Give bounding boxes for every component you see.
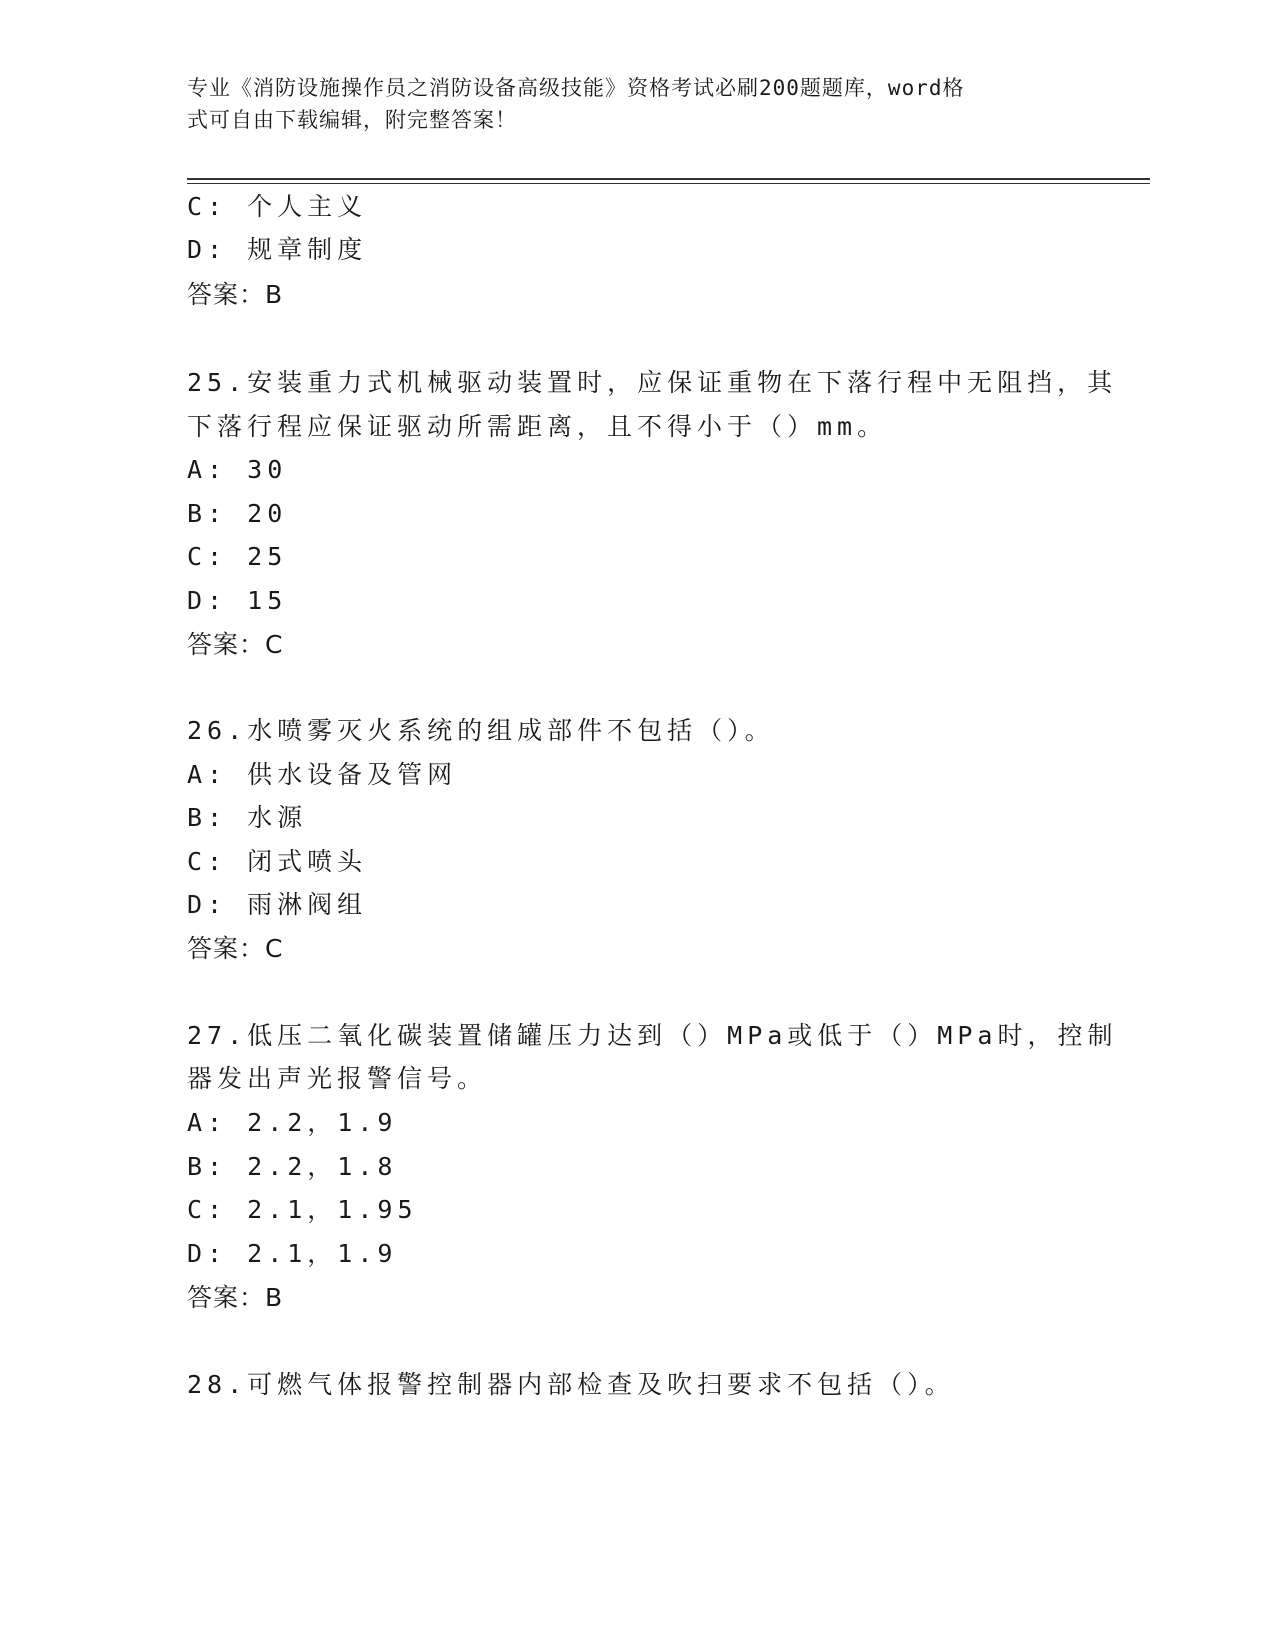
question-28-stem-line-1: 28.可燃气体报警控制器内部检查及吹扫要求不包括（）。 [187,1370,955,1399]
prev-answer: 答案：B [187,280,284,309]
question-27-option-a: A: 2.2，1.9 [187,1108,398,1137]
question-27-answer: 答案：B [187,1283,284,1312]
question-26-stem-line-1: 26.水喷雾灭火系统的组成部件不包括（）。 [187,716,775,745]
question-26-option-a: A: 供水设备及管网 [187,760,458,789]
question-26-answer: 答案：C [187,934,284,963]
header-rule-thick [187,178,1150,180]
question-25-option-d: D: 15 [187,586,288,615]
question-25-option-b: B: 20 [187,499,288,528]
question-27-option-c: C: 2.1，1.95 [187,1195,418,1224]
header-line-2: 式可自由下载编辑，附完整答案！ [187,108,517,132]
question-26-option-c: C: 闭式喷头 [187,847,368,876]
question-25-answer: 答案：C [187,630,284,659]
prev-option-c: C: 个人主义 [187,192,368,221]
question-26-option-d: D: 雨淋阀组 [187,890,368,919]
question-25-stem-line-1: 25.安装重力式机械驱动装置时，应保证重物在下落行程中无阻挡，其 [187,368,1118,397]
question-27-stem-line-1: 27.低压二氧化碳装置储罐压力达到（）MPa或低于（）MPa时，控制 [187,1021,1118,1050]
prev-option-d: D: 规章制度 [187,235,368,264]
question-26-option-b: B: 水源 [187,803,308,832]
question-27-stem-line-2: 器发出声光报警信号。 [187,1064,488,1093]
question-25-stem-line-2: 下落行程应保证驱动所需距离，且不得小于（）mm。 [187,412,888,441]
question-27-option-b: B: 2.2，1.8 [187,1152,398,1181]
header-line-1: 专业《消防设施操作员之消防设备高级技能》资格考试必刷200题题库，word格 [187,76,965,100]
header-rule-thin [187,183,1150,184]
question-25-option-a: A: 30 [187,455,288,484]
document-header [187,72,1067,136]
question-25-option-c: C: 25 [187,542,288,571]
question-27-option-d: D: 2.1，1.9 [187,1239,398,1268]
